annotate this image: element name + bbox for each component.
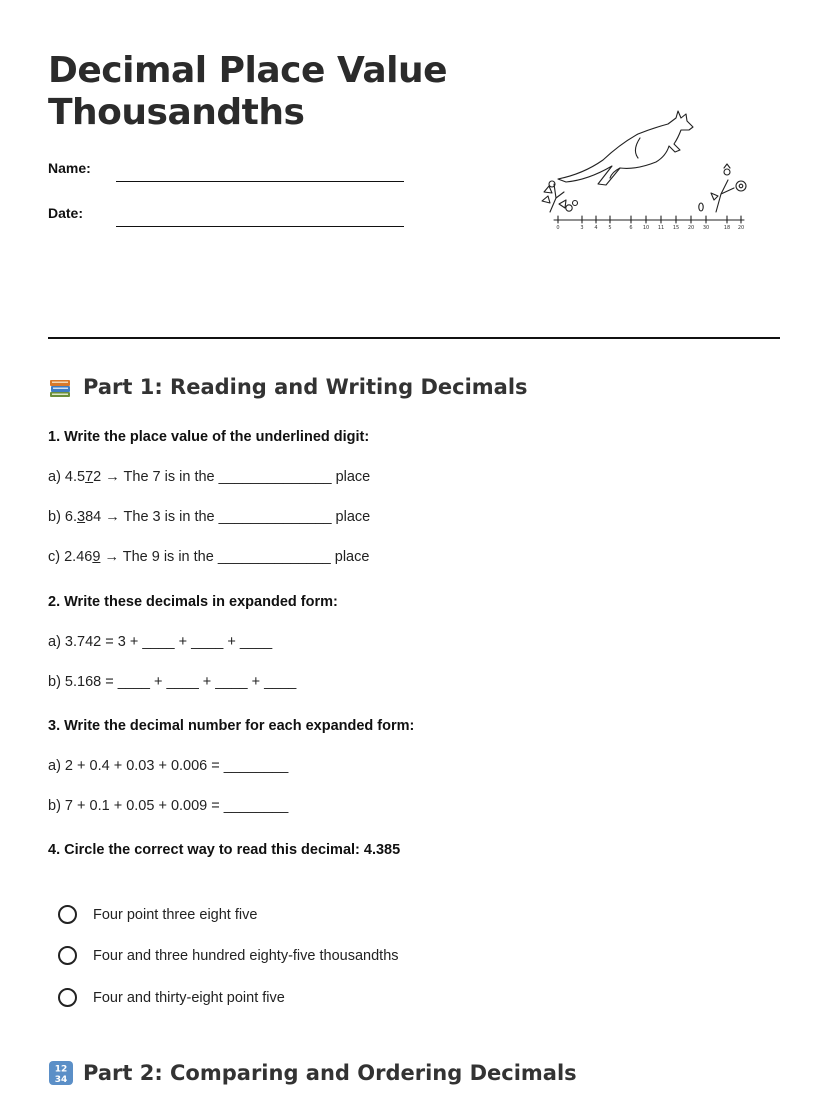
radio-circle-icon[interactable] [58,988,77,1007]
question-2b[interactable]: b) 5.168 = ____ + ____ + ____ + ____ [48,674,297,690]
underlined-digit: 7 [85,469,94,485]
question-4-prompt: 4. Circle the correct way to read this decimal: 4.385 [48,842,401,858]
question-2-prompt: 2. Write these decimals in expanded form: [48,594,338,610]
svg-text:34: 34 [54,1075,68,1085]
question-1b-text: b) 6. [48,509,78,525]
radio-circle-icon[interactable] [58,946,77,965]
numbers-1234-icon [48,1060,74,1086]
radio-circle-icon[interactable] [58,905,77,924]
worksheet-title [48,50,447,134]
ruler-label: 5 [608,225,612,231]
ruler-label: 4 [594,225,598,231]
ruler-label: 11 [657,225,665,231]
ruler-label: 20 [687,225,695,231]
question-3b[interactable]: b) 7 + 0.1 + 0.05 + 0.009 = ________ [48,798,289,814]
question-1c [48,549,369,565]
question-1a-blank[interactable]: 2 → The 7 is in the ______________ place [93,469,371,485]
ruler-label: 10 [642,225,650,231]
books-icon [48,374,74,400]
option-3[interactable] [58,988,285,1007]
date-line[interactable] [116,226,404,227]
title-line-1: Decimal Place Value [48,50,448,91]
underlined-digit: 3 [77,509,86,525]
part2-heading-text: Part 2: Comparing and Ordering Decimals [83,1061,577,1085]
option-1-label: Four point three eight five [93,906,258,923]
question-1b [48,509,370,525]
ruler-label: 30 [702,225,710,231]
flower-right-drawing [699,164,746,212]
flower-left-drawing [542,181,578,212]
question-1c-text: c) 2.46 [48,549,93,565]
question-1a [48,469,370,485]
ruler-label: 3 [580,225,584,231]
part1-heading-text: Part 1: Reading and Writing Decimals [83,375,528,399]
option-2-label: Four and three hundred eighty-five thousandths [93,947,399,964]
part2-heading [48,1060,577,1086]
name-label: Name: [48,160,91,176]
question-3-prompt: 3. Write the decimal number for each expanded form: [48,718,415,734]
ruler-label: 0 [556,225,560,231]
date-label: Date: [48,205,84,221]
part1-heading [48,374,528,400]
option-3-label: Four and thirty-eight point five [93,989,285,1006]
question-1c-blank[interactable]: → The 9 is in the ______________ place [100,549,370,565]
question-2a[interactable]: a) 3.742 = 3 + ____ + ____ + ____ [48,634,273,650]
title-line-2: Thousandths [48,92,305,133]
ruler-label: 15 [672,225,680,231]
name-line[interactable] [116,181,404,182]
ruler-label: 6 [629,225,633,231]
question-1-prompt: 1. Write the place value of the underlined digit: [48,429,370,445]
ruler-label: 20 [737,225,745,231]
option-1[interactable] [58,905,257,924]
question-3a[interactable]: a) 2 + 0.4 + 0.03 + 0.006 = ________ [48,758,289,774]
kangaroo-illustration [528,100,760,240]
svg-text:12: 12 [54,1064,68,1075]
question-1a-text: a) 4.5 [48,469,86,485]
ruler-label: 18 [723,225,731,231]
section-divider [48,337,780,339]
option-2[interactable] [58,946,399,965]
kangaroo-drawing [558,111,693,185]
underlined-digit: 9 [92,549,101,565]
question-1b-blank[interactable]: 84 → The 3 is in the ______________ place [85,509,371,525]
